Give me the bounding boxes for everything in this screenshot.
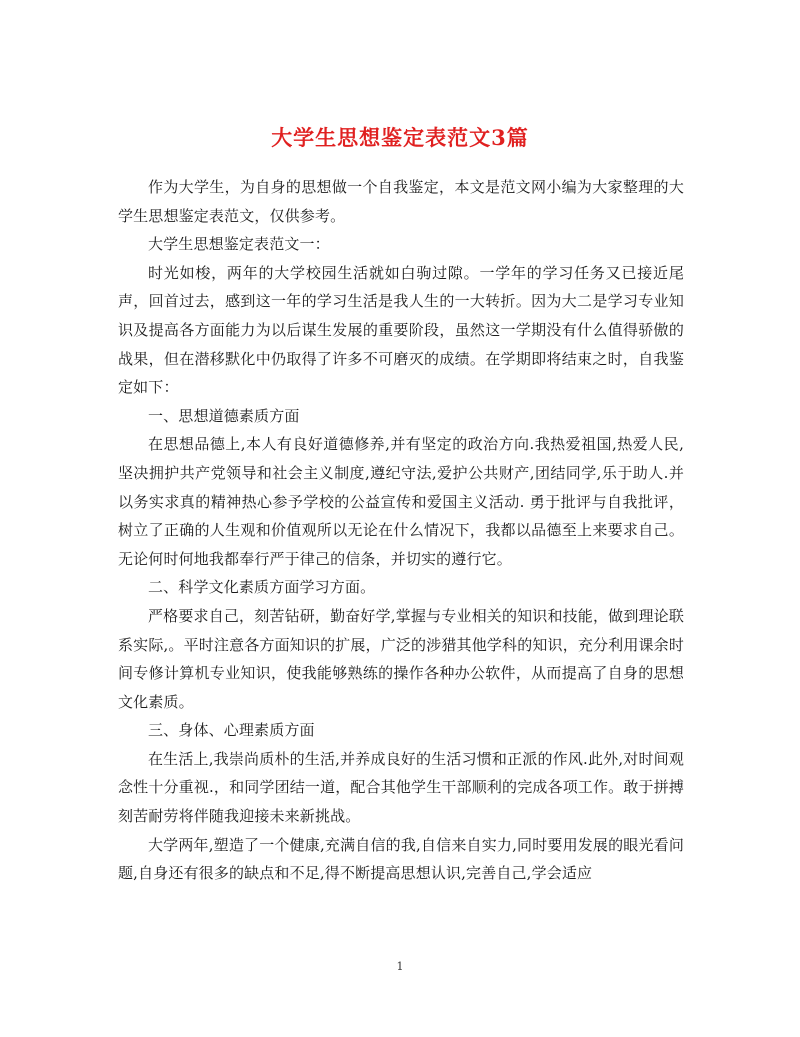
page-number: 1	[396, 960, 404, 973]
body-paragraph: 大学两年,塑造了一个健康,充满自信的我,自信来自实力,同时要用发展的眼光看问题,自身还有很多的缺点和不足,得不断提高思想认识,完善自己,学会适应	[118, 835, 684, 883]
body-paragraph: 在思想品德上,本人有良好道德修养,并有坚定的政治方向.我热爱祖国,热爱人民,坚决拥护共产党领导和社会主义制度,遵纪守法,爱护公共财产,团结同学,乐于助人.并以务实求真的精神热心参予学校的公益宣传和爱国主义活动. 勇于批评与自我批评，树立了正确的人生观和价值观所以无论在什么情况下，我都以品德至上来要求自己。无论何时何地我都奉行严于律己的信条，并切实的遵行它。	[118, 435, 684, 568]
document-body	[118, 173, 684, 888]
intro-paragraph: 作为大学生，为自身的思想做一个自我鉴定，本文是范文网小编为大家整理的大学生思想鉴定表范文，仅供参考。	[118, 178, 684, 225]
section-heading-academic: 二、科学文化素质方面学习方面。	[148, 578, 376, 597]
section-heading-moral: 一、思想道德素质方面	[148, 406, 300, 425]
body-paragraph: 时光如梭，两年的大学校园生活就如白驹过隙。一学年的学习任务又已接近尾声，回首过去，感到这一年的学习生活是我人生的一大转折。因为大二是学习专业知识及提高各方面能力为以后谋生发展的重要阶段，虽然这一学期没有什么值得骄傲的战果，但在潜移默化中仍取得了许多不可磨灭的成绩。在学期即将结束之时，自我鉴定如下：	[118, 263, 684, 397]
body-paragraph: 在生活上,我崇尚质朴的生活,并养成良好的生活习惯和正派的作风.此外,对时间观念性十分重视.，和同学团结一道，配合其他学生干部顺利的完成各项工作。敢于拼搏刻苦耐劳将伴随我迎接未来新挑战。	[118, 749, 684, 826]
body-paragraph: 严格要求自己，刻苦钻研，勤奋好学,掌握与专业相关的知识和技能，做到理论联系实际,。平时注意各方面知识的扩展，广泛的涉猎其他学科的知识，充分利用课余时间专修计算机专业知识，使我能够熟练的操作各种办公软件，从而提高了自身的思想文化素质。	[118, 606, 684, 711]
page-title: 大学生思想鉴定表范文3篇	[271, 125, 529, 151]
section-heading-physical: 三、身体、心理素质方面	[148, 721, 315, 740]
section-heading-sample-one: 大学生思想鉴定表范文一：	[148, 235, 330, 254]
